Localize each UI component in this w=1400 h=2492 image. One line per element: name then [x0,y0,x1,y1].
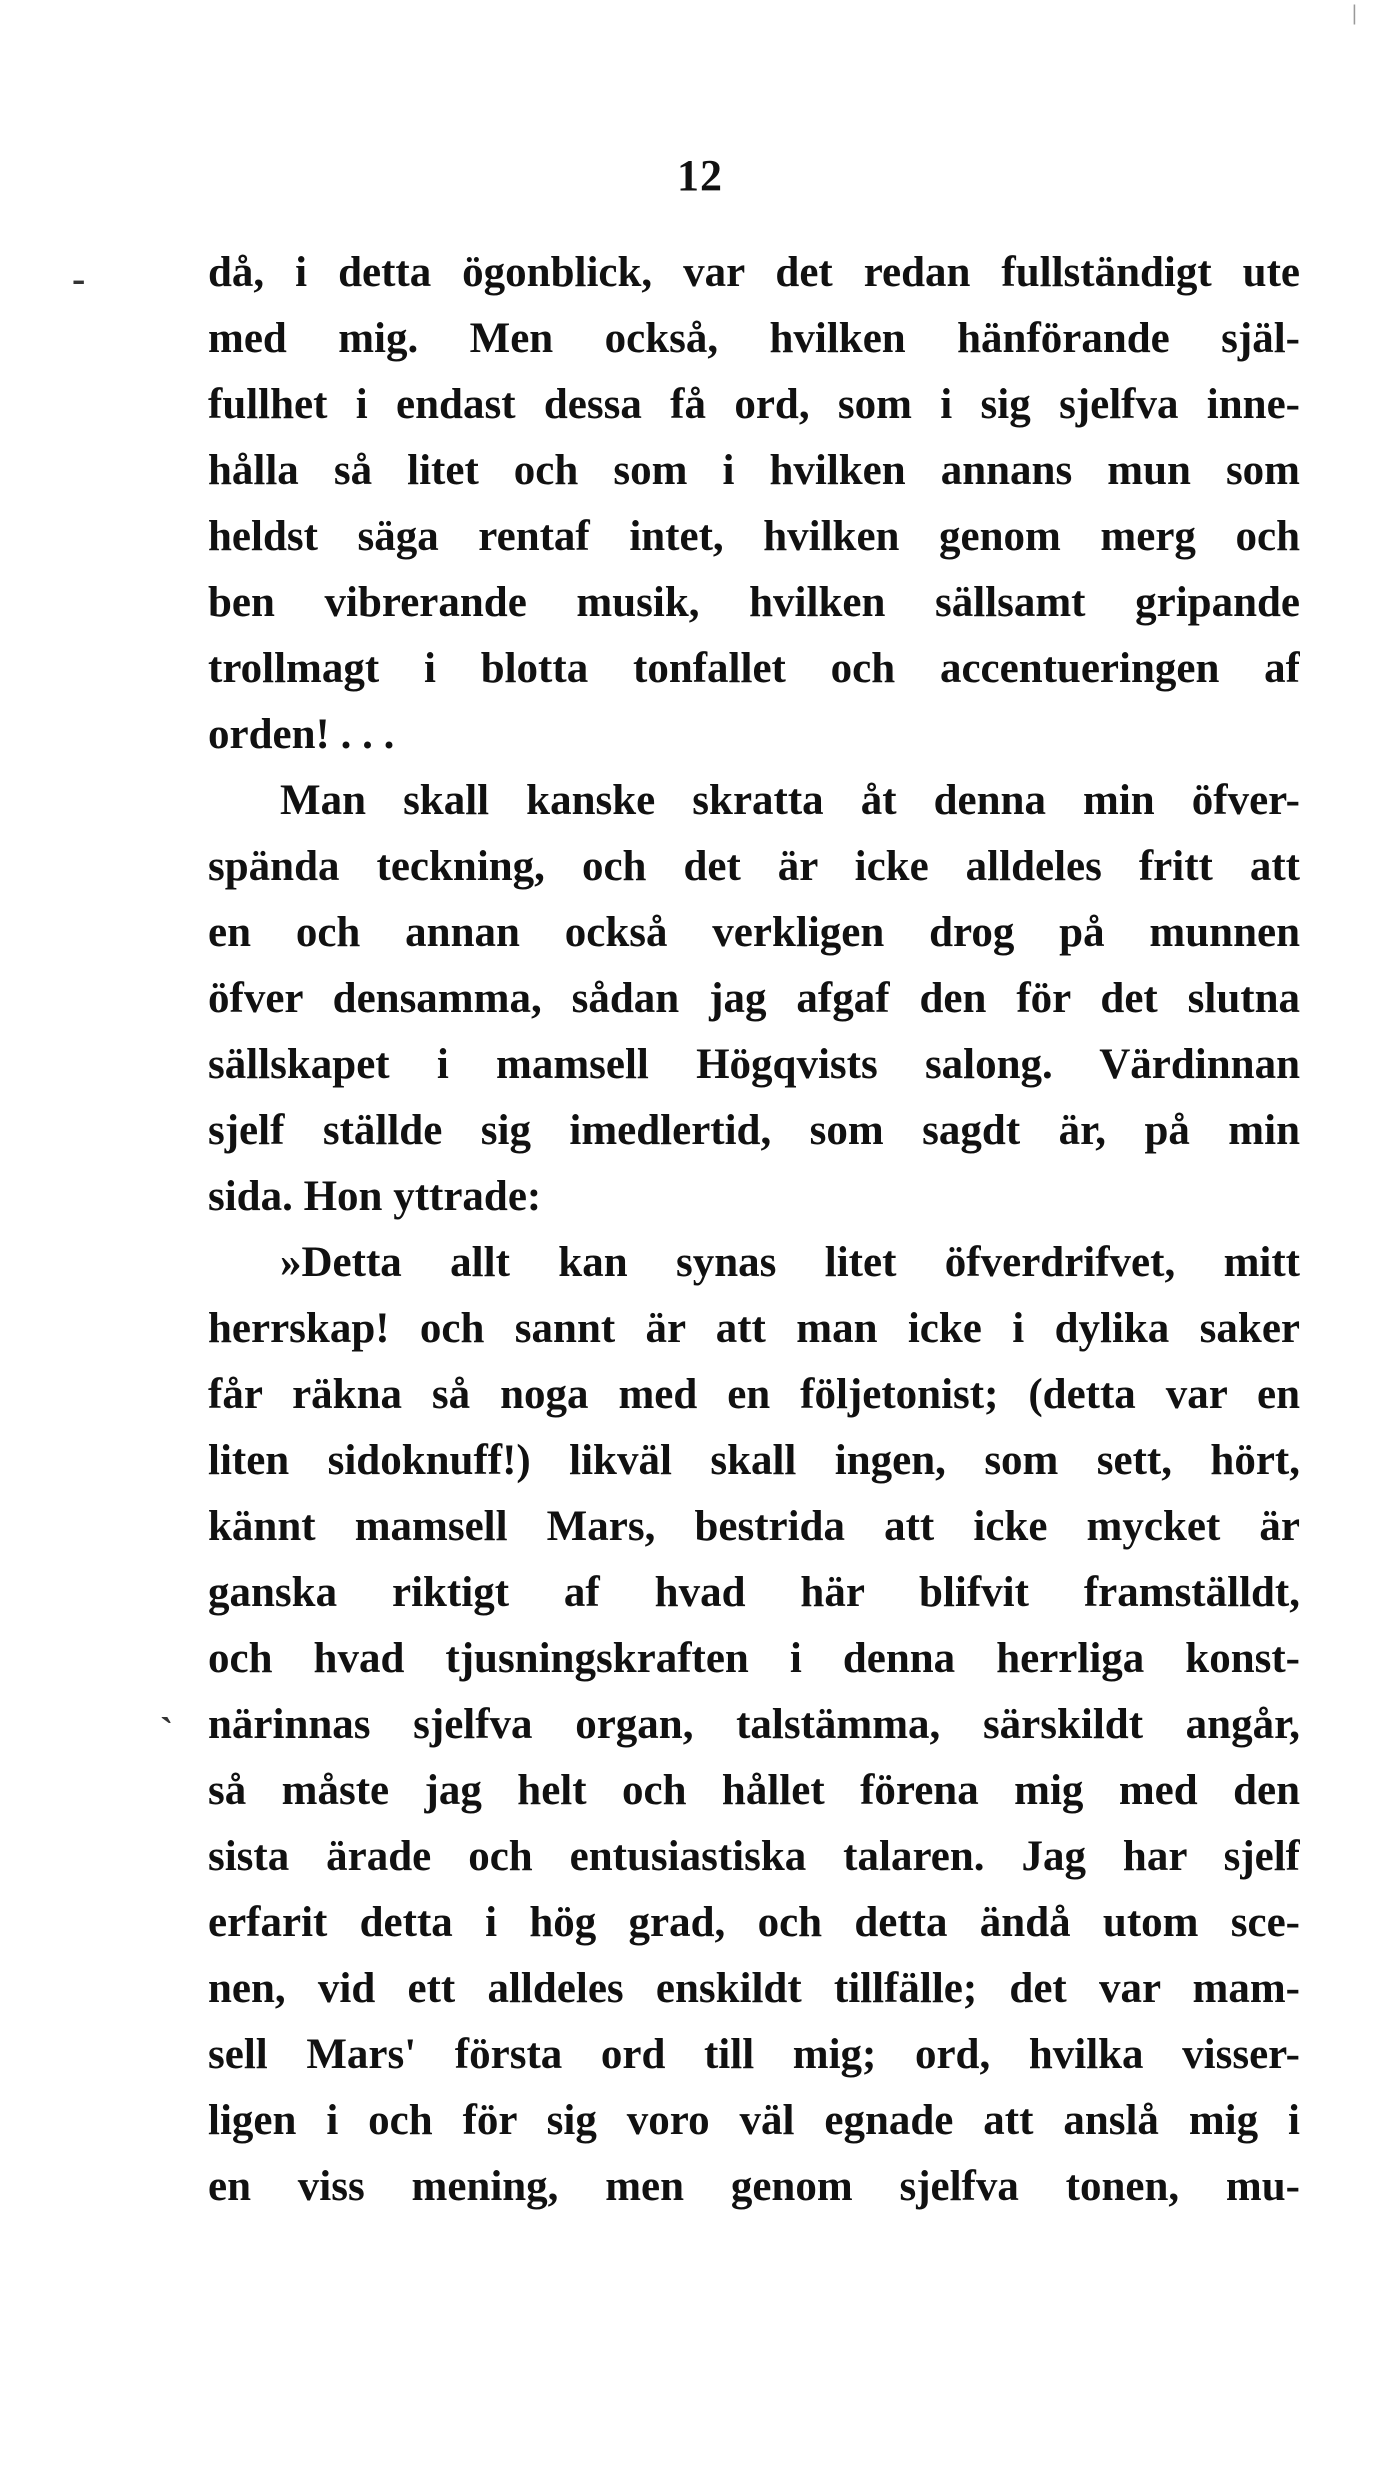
text-line: erfarit detta i hög grad, och detta ändå utom sce- [208,1899,1300,1946]
text-line: »Detta allt kan synas litet öfverdrifvet, mitt [280,1239,1300,1286]
body-text [208,240,1300,2220]
text-line: nen, vid ett alldeles enskildt tillfälle; det var mam- [208,1965,1300,2012]
text-line: Man skall kanske skratta åt denna min öfver- [280,777,1300,824]
text-line: orden! . . . [208,711,395,758]
text-line: fullhet i endast dessa få ord, som i sig sjelfva inne- [208,381,1300,428]
text-line: och hvad tjusningskraften i denna herrliga konst- [208,1635,1300,1682]
text-line: herrskap! och sannt är att man icke i dylika saker [208,1305,1300,1352]
text-line: trollmagt i blotta tonfallet och accentueringen af [208,645,1300,692]
text-line: närinnas sjelfva organ, talstämma, särskildt angår, [208,1701,1300,1748]
text-line: då, i detta ögonblick, var det redan fullständigt ute [208,249,1300,296]
text-line: får räkna så noga med en följetonist; (detta var en [208,1371,1300,1418]
margin-mark: - [72,256,86,301]
text-line: sida. Hon yttrade: [208,1173,542,1220]
text-line: ganska riktigt af hvad här blifvit framställdt, [208,1569,1300,1616]
text-line: en och annan också verkligen drog på munnen [208,909,1300,956]
text-line: sjelf ställde sig imedlertid, som sagdt är, på min [208,1107,1300,1154]
text-line: kännt mamsell Mars, bestrida att icke mycket är [208,1503,1300,1550]
text-line: sista ärade och entusiastiska talaren. Jag har sjelf [208,1833,1300,1880]
text-line: öfver densamma, sådan jag afgaf den för det slutna [208,975,1300,1022]
text-line: med mig. Men också, hvilken hänförande själ- [208,315,1300,362]
text-line: heldst säga rentaf intet, hvilken genom merg och [208,513,1300,560]
text-line: ben vibrerande musik, hvilken sällsamt gripande [208,579,1300,626]
text-line: hålla så litet och som i hvilken annans mun som [208,447,1300,494]
edge-mark: | [1352,0,1357,25]
text-line: så måste jag helt och hållet förena mig med den [208,1767,1300,1814]
text-line: sällskapet i mamsell Högqvists salong. Värdinnan [208,1041,1300,1088]
text-line: ligen i och för sig voro väl egnade att anslå mig i [208,2097,1300,2144]
text-line: liten sidoknuff!) likväl skall ingen, som sett, hört, [208,1437,1300,1484]
margin-mark: ` [160,1709,174,1754]
text-line: en viss mening, men genom sjelfva tonen, mu- [208,2163,1300,2210]
page-number: 12 [677,151,723,200]
text-line: sell Mars' första ord till mig; ord, hvilka visser- [208,2031,1300,2078]
text-line: spända teckning, och det är icke alldeles fritt att [208,843,1300,890]
